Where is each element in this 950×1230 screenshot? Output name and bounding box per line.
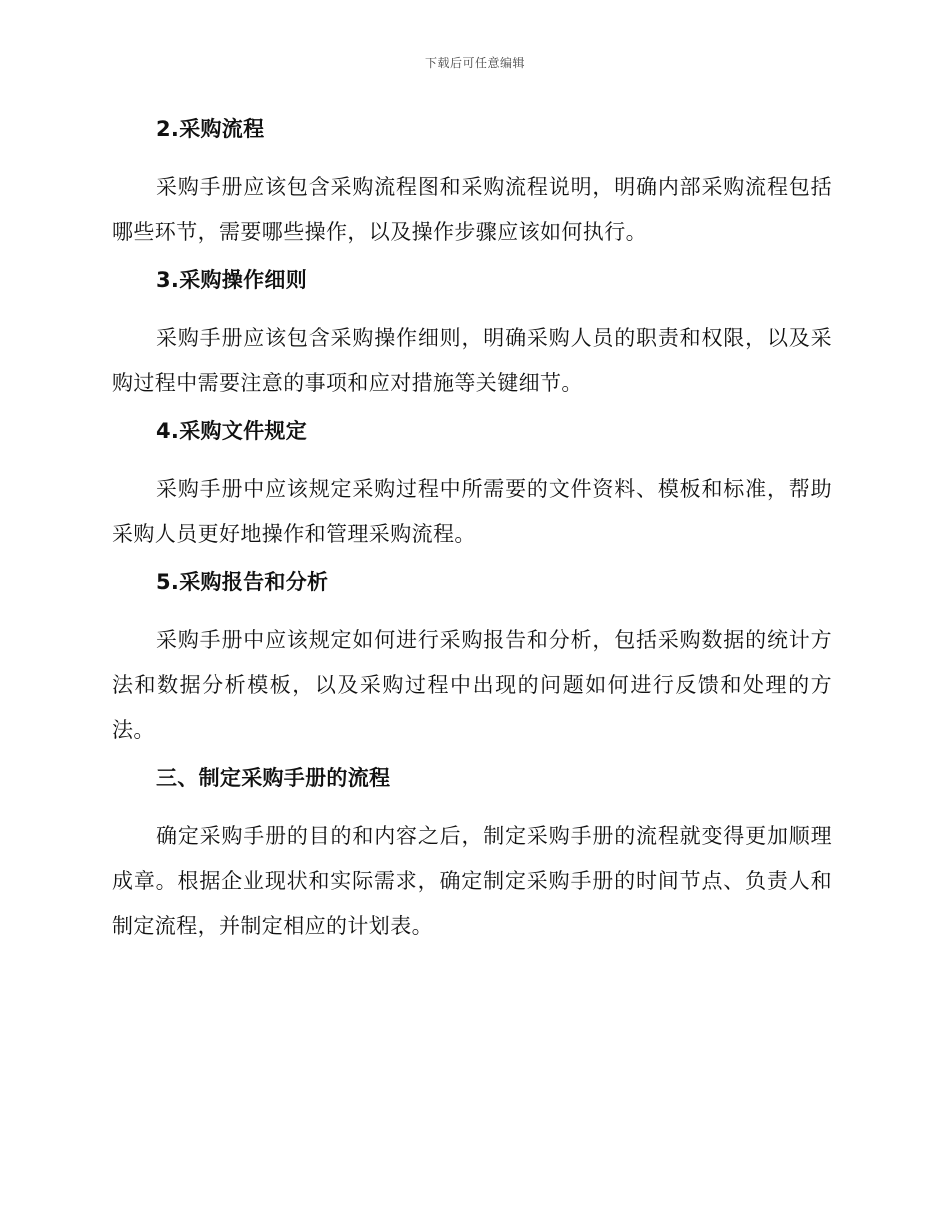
section-paragraph-document-rules: 采购手册中应该规定采购过程中所需要的文件资料、模板和标准，帮助采购人员更好地操作和管理采购流程。 bbox=[112, 477, 832, 546]
section-heading-operation-rules: 3.采购操作细则 bbox=[156, 268, 307, 292]
section-paragraph-procurement-process: 采购手册应该包含采购流程图和采购流程说明，明确内部采购流程包括哪些环节，需要哪些操作，以及操作步骤应该如何执行。 bbox=[112, 175, 832, 244]
header-note: 下载后可任意编辑 bbox=[424, 56, 525, 70]
section-paragraph-operation-rules: 采购手册应该包含采购操作细则，明确采购人员的职责和权限，以及采购过程中需要注意的事项和应对措施等关键细节。 bbox=[112, 326, 832, 395]
section-paragraph-report-analysis: 采购手册中应该规定如何进行采购报告和分析，包括采购数据的统计方法和数据分析模板，以及采购过程中出现的问题如何进行反馈和处理的方法。 bbox=[112, 628, 832, 742]
section-heading-document-rules: 4.采购文件规定 bbox=[156, 419, 307, 443]
section-paragraph-manual-creation-process: 确定采购手册的目的和内容之后，制定采购手册的流程就变得更加顺理成章。根据企业现状和实际需求，确定制定采购手册的时间节点、负责人和制定流程，并制定相应的计划表。 bbox=[112, 824, 832, 938]
section-heading-procurement-process: 2.采购流程 bbox=[156, 117, 265, 141]
section-heading-report-analysis: 5.采购报告和分析 bbox=[156, 570, 329, 594]
document-body bbox=[112, 110, 832, 955]
section-heading-manual-creation-process: 三、制定采购手册的流程 bbox=[156, 766, 391, 790]
